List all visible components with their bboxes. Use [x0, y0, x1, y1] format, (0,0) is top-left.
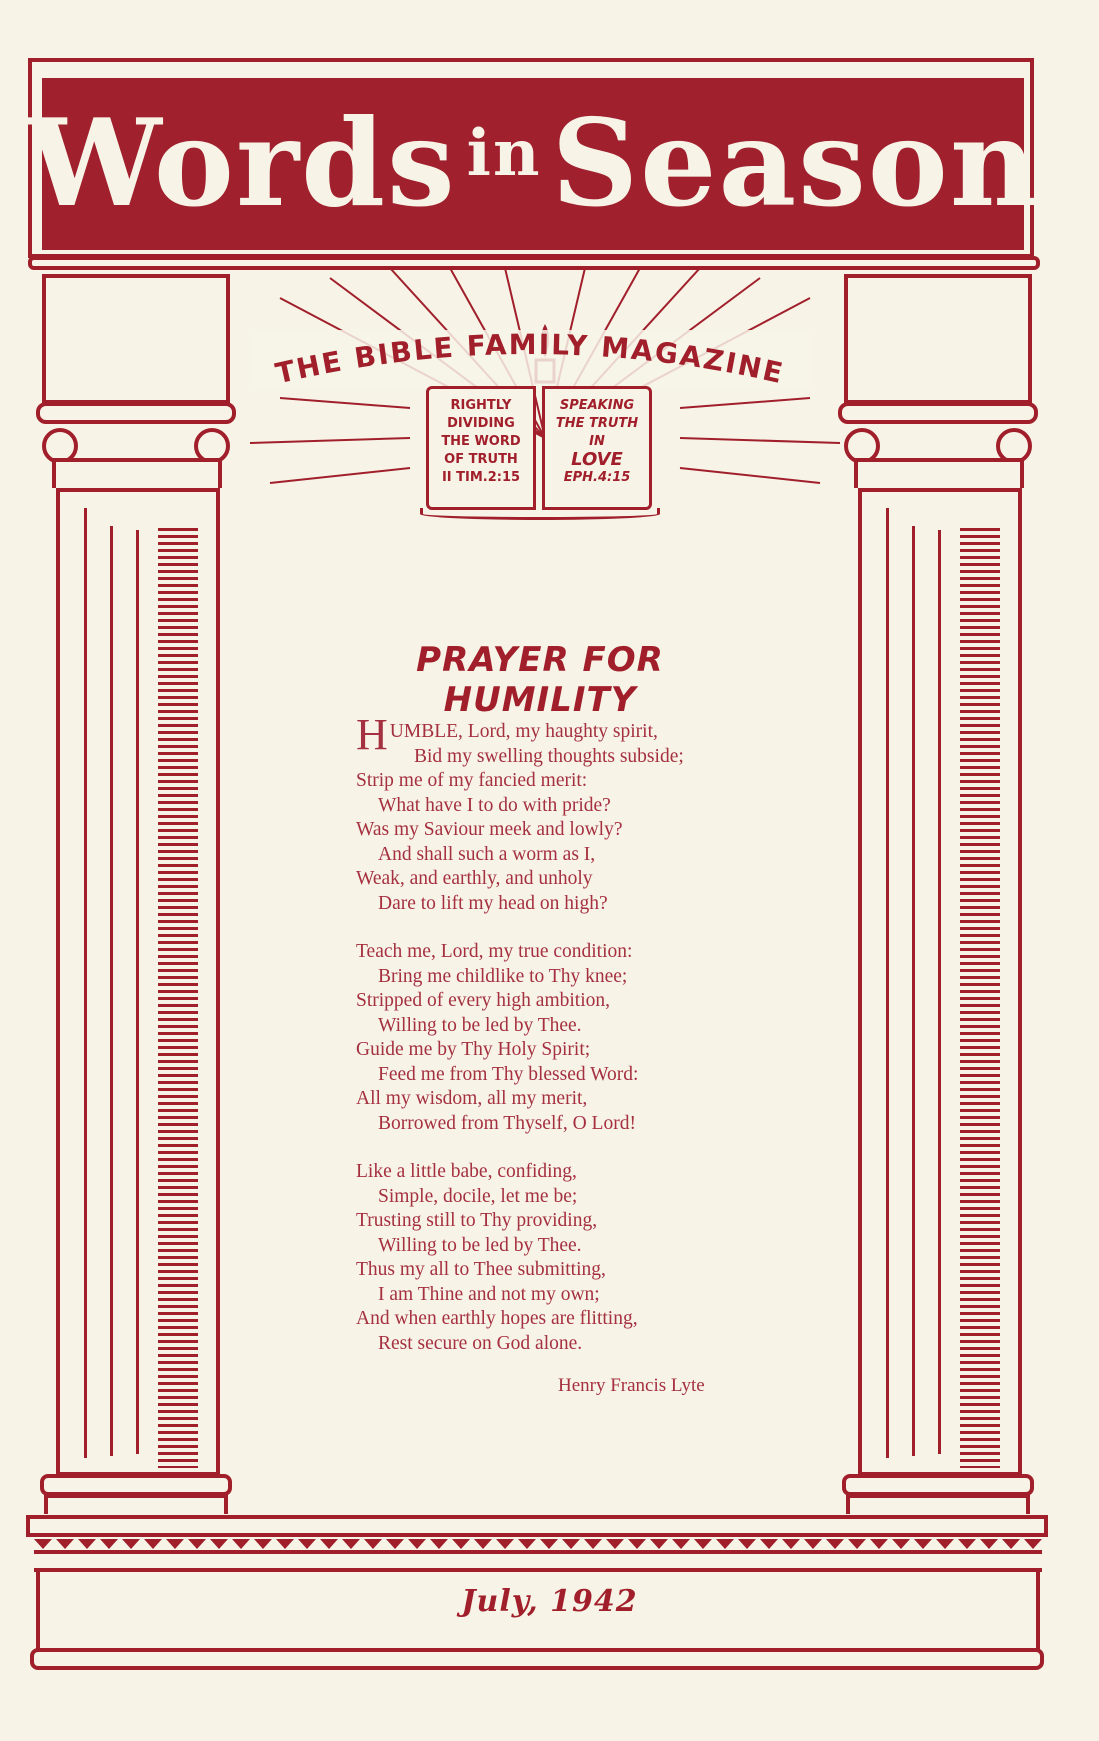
title-word-in: in: [466, 116, 542, 191]
poem-author: Henry Francis Lyte: [558, 1375, 705, 1396]
issue-date: July, 1942: [461, 1584, 638, 1619]
poem-stanza: HUMBLE, Lord, my haughty spirit, Bid my swelling thoughts subside; Strip me of my fancied merit: What have I to do with pride? Was my Saviour meek and lowly? And shall such a worm as I, Weak, and earthly, and unholy Dare to lift my head on high?: [356, 710, 684, 914]
magazine-title: [26, 93, 1040, 234]
poem-title: PRAYER FOR HUMILITY: [416, 640, 664, 720]
bible-base: [420, 508, 660, 520]
bible-right-page: SPEAKING THE TRUTH IN LOVE EPH.4:15: [542, 386, 652, 510]
base-cornice: [26, 1515, 1048, 1537]
left-column: [36, 268, 236, 1513]
poem-body: [356, 710, 776, 1380]
magazine-subtitle: THE BIBLE FAMILY MAGAZINE: [272, 330, 788, 390]
title-word-words: Words: [26, 93, 457, 234]
drop-cap: H: [356, 710, 388, 759]
poem-stanza: Like a little babe, confiding, Simple, docile, let me be; Trusting still to Thy providing, Willing to be led by Thee. Thus my all to Thee submitting, I am Thine and not my own; And when earthly hopes are flitting, Rest secure on God alone.: [356, 1161, 638, 1354]
bible-left-page: RIGHTLY DIVIDING THE WORD OF TRUTH II TIM.2:15: [426, 386, 536, 510]
title-word-season: Season: [551, 93, 1040, 234]
poem-stanza: Teach me, Lord, my true condition: Bring me childlike to Thy knee; Stripped of every high ambition, Willing to be led by Thee. Guide me by Thy Holy Spirit; Feed me from Thy blessed Word: All my wisdom, all my merit, Borrowed from Thyself, O Lord!: [356, 941, 639, 1134]
base-footing: [30, 1648, 1044, 1670]
masthead-banner: [26, 78, 1040, 250]
open-bible-emblem: [420, 378, 660, 538]
base-band: [34, 1550, 1042, 1572]
right-column: [838, 268, 1038, 1513]
